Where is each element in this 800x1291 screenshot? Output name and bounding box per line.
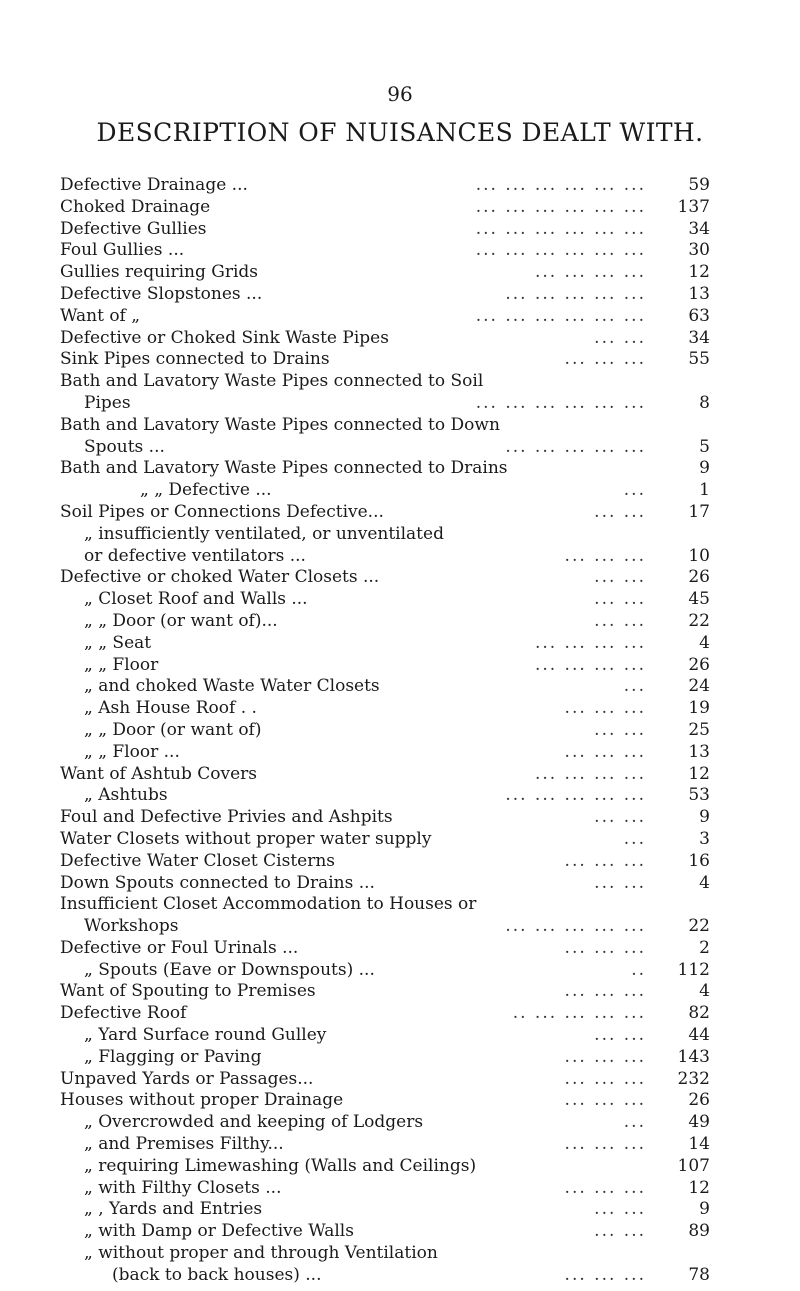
leader-dots: ... ... [594, 1221, 646, 1242]
list-item [60, 720, 710, 742]
item-count: 12 [688, 763, 710, 784]
list-item [60, 437, 710, 459]
item-label: Spouts ... [84, 436, 165, 457]
leader-dots: .. [631, 959, 646, 980]
item-label: Bath and Lavatory Waste Pipes connected to Soil [60, 371, 484, 392]
item-count: 14 [688, 1134, 710, 1155]
item-count: 19 [688, 698, 710, 719]
leader-dots: ... ... ... [564, 1264, 646, 1285]
item-count: 55 [688, 349, 710, 370]
item-label: Want of „ [60, 305, 141, 326]
item-count: 26 [688, 567, 710, 588]
leader-dots: ... ... [594, 610, 646, 631]
item-label: Defective Water Closet Cisterns [60, 850, 336, 871]
list-item [60, 611, 710, 633]
list-item [60, 1025, 710, 1047]
list-item [60, 1265, 710, 1287]
leader-dots: ... ... ... [564, 1090, 646, 1111]
list-item [60, 458, 710, 480]
item-count: 45 [688, 589, 710, 610]
leader-dots: ... ... ... ... ... ... [475, 240, 646, 261]
item-label: „ requiring Limewashing (Walls and Ceilings) [84, 1155, 477, 1176]
item-count: 1 [699, 480, 710, 501]
leader-dots: ... ... [594, 327, 646, 348]
list-item [60, 1178, 710, 1200]
item-count: 232 [677, 1068, 710, 1089]
leader-dots: ... ... [594, 1199, 646, 1220]
item-count: 82 [688, 1003, 710, 1024]
leader-dots: ... ... [594, 719, 646, 740]
nuisance-list [60, 175, 710, 1287]
list-item [60, 502, 710, 524]
item-count: 63 [688, 305, 710, 326]
list-item [60, 262, 710, 284]
item-count: 22 [688, 610, 710, 631]
item-count: 53 [688, 785, 710, 806]
list-item [60, 742, 710, 764]
item-label: „ „ Seat [84, 632, 152, 653]
item-count: 34 [688, 218, 710, 239]
item-label: „ with Damp or Defective Walls [84, 1221, 354, 1242]
list-item [60, 829, 710, 851]
list-item [60, 1156, 710, 1178]
item-label: „ Flagging or Paving [84, 1046, 262, 1067]
list-item [60, 480, 710, 502]
item-label: „ Overcrowded and keeping of Lodgers [84, 1112, 424, 1133]
list-item [60, 916, 710, 938]
item-label: Down Spouts connected to Drains ... [60, 872, 375, 893]
item-label: „ Yard Surface round Gulley [84, 1025, 327, 1046]
leader-dots: ... ... [594, 589, 646, 610]
leader-dots: ... ... ... ... ... [505, 436, 646, 457]
leader-dots: ... ... [594, 807, 646, 828]
item-count: 107 [677, 1155, 710, 1176]
leader-dots: ... [623, 1112, 646, 1133]
leader-dots: ... ... ... [564, 850, 646, 871]
leader-dots: ... ... ... [564, 1177, 646, 1198]
leader-dots: ... ... ... [564, 698, 646, 719]
item-label: „ and Premises Filthy... [84, 1134, 284, 1155]
leader-dots: ... ... ... ... ... ... [475, 305, 646, 326]
leader-dots: ... ... ... ... [534, 654, 646, 675]
item-count: 12 [688, 262, 710, 283]
list-item [60, 524, 710, 546]
list-item [60, 851, 710, 873]
item-label: Defective Drainage ... [60, 175, 248, 195]
item-count: 34 [688, 327, 710, 348]
item-count: 30 [688, 240, 710, 261]
leader-dots: ... ... ... ... [534, 763, 646, 784]
item-label: (back to back houses) ... [112, 1264, 322, 1285]
item-label: „ Spouts (Eave or Downspouts) ... [84, 959, 375, 980]
list-item [60, 1003, 710, 1025]
item-label: „ Ash House Roof . . [84, 698, 257, 719]
page-number: 96 [387, 82, 413, 106]
item-label: Want of Spouting to Premises [60, 981, 316, 1002]
item-label: „ Closet Roof and Walls ... [84, 589, 308, 610]
leader-dots: ... [623, 828, 646, 849]
leader-dots: ... ... [594, 872, 646, 893]
leader-dots: ... ... [594, 1025, 646, 1046]
list-item [60, 1243, 710, 1265]
leader-dots: ... ... ... [564, 937, 646, 958]
leader-dots: ... ... ... [564, 1068, 646, 1089]
item-count: 143 [677, 1046, 710, 1067]
item-label: „ „ Floor [84, 654, 159, 675]
item-label: Defective or Choked Sink Waste Pipes [60, 327, 389, 348]
item-count: 25 [688, 719, 710, 740]
list-item [60, 219, 710, 241]
item-count: 44 [688, 1025, 710, 1046]
list-item [60, 894, 710, 916]
item-label: Bath and Lavatory Waste Pipes connected to Drains [60, 458, 508, 479]
item-count: 13 [688, 741, 710, 762]
item-count: 59 [688, 175, 710, 195]
item-count: 4 [699, 632, 710, 653]
list-item [60, 807, 710, 829]
item-label: Soil Pipes or Connections Defective... [60, 501, 384, 522]
leader-dots: ... ... ... ... [534, 262, 646, 283]
item-count: 10 [688, 545, 710, 566]
item-label: Foul Gullies ... [60, 240, 185, 261]
leader-dots: ... [623, 480, 646, 501]
leader-dots: ... ... ... ... ... [505, 283, 646, 304]
item-label: Insufficient Closet Accommodation to Houses or [60, 894, 477, 915]
list-item [60, 1134, 710, 1156]
page-title: DESCRIPTION OF NUISANCES DEALT WITH. [96, 118, 704, 147]
item-count: 22 [688, 916, 710, 937]
leader-dots: ... ... ... ... ... ... [475, 175, 646, 195]
list-item [60, 1090, 710, 1112]
item-count: 9 [699, 1199, 710, 1220]
list-item [60, 240, 710, 262]
leader-dots: ... ... [594, 567, 646, 588]
list-item [60, 764, 710, 786]
item-label: „ „ Door (or want of) [84, 719, 262, 740]
item-label: or defective ventilators ... [84, 545, 306, 566]
list-item [60, 349, 710, 371]
item-label: Bath and Lavatory Waste Pipes connected to Down [60, 414, 500, 435]
list-item [60, 873, 710, 895]
item-label: Water Closets without proper water supply [60, 828, 432, 849]
leader-dots: ... ... ... ... ... ... [475, 392, 646, 413]
item-count: 5 [699, 436, 710, 457]
leader-dots: ... ... ... [564, 741, 646, 762]
leader-dots: ... ... ... [564, 981, 646, 1002]
list-item [60, 589, 710, 611]
leader-dots: ... ... ... [564, 349, 646, 370]
item-count: 24 [688, 676, 710, 697]
list-item [60, 1069, 710, 1091]
item-count: 9 [699, 807, 710, 828]
item-count: 26 [688, 654, 710, 675]
item-label: Defective or Foul Urinals ... [60, 937, 299, 958]
item-count: 13 [688, 283, 710, 304]
list-item [60, 785, 710, 807]
list-item [60, 698, 710, 720]
leader-dots: ... ... ... ... ... [505, 785, 646, 806]
leader-dots: ... ... ... [564, 1134, 646, 1155]
item-count: 49 [688, 1112, 710, 1133]
item-label: „ and choked Waste Water Closets [84, 676, 380, 697]
list-item [60, 415, 710, 437]
leader-dots: ... ... ... ... ... ... [475, 196, 646, 217]
item-count: 112 [677, 959, 710, 980]
list-item [60, 328, 710, 350]
item-label: „ Ashtubs [84, 785, 168, 806]
list-item [60, 175, 710, 197]
list-item [60, 981, 710, 1003]
list-item [60, 306, 710, 328]
item-label: Want of Ashtub Covers [60, 763, 258, 784]
item-count: 26 [688, 1090, 710, 1111]
item-count: 4 [699, 981, 710, 1002]
item-label: „ , Yards and Entries [84, 1199, 263, 1220]
list-item [60, 371, 710, 393]
item-label: Workshops [84, 916, 179, 937]
item-count: 8 [699, 392, 710, 413]
item-label: Gullies requiring Grids [60, 262, 259, 283]
item-label: „ insufficiently ventilated, or unventilated [84, 523, 444, 544]
item-count: 3 [699, 828, 710, 849]
item-label: „ „ Defective ... [140, 480, 272, 501]
list-item [60, 1221, 710, 1243]
item-label: Defective Slopstones ... [60, 283, 263, 304]
item-label: Defective or choked Water Closets ... [60, 567, 380, 588]
item-label: „ without proper and through Ventilation [84, 1243, 438, 1264]
leader-dots: ... ... ... ... ... ... [475, 218, 646, 239]
leader-dots: .. ... ... ... ... [512, 1003, 646, 1024]
list-item [60, 1199, 710, 1221]
item-count: 137 [677, 196, 710, 217]
item-count: 78 [688, 1264, 710, 1285]
leader-dots: ... ... ... [564, 545, 646, 566]
leader-dots: ... [623, 676, 646, 697]
item-label: Defective Gullies [60, 218, 207, 239]
item-count: 17 [688, 501, 710, 522]
item-label: Foul and Defective Privies and Ashpits [60, 807, 393, 828]
item-count: 16 [688, 850, 710, 871]
leader-dots: ... ... ... [564, 1046, 646, 1067]
list-item [60, 1112, 710, 1134]
list-item [60, 1047, 710, 1069]
item-count: 89 [688, 1221, 710, 1242]
list-item [60, 546, 710, 568]
item-label: Choked Drainage [60, 196, 211, 217]
item-label: Pipes [84, 392, 131, 413]
item-count: 4 [699, 872, 710, 893]
leader-dots: ... ... ... ... ... [505, 916, 646, 937]
leader-dots: ... ... ... ... [534, 632, 646, 653]
item-label: Unpaved Yards or Passages... [60, 1068, 314, 1089]
list-item [60, 284, 710, 306]
list-item [60, 960, 710, 982]
list-item [60, 393, 710, 415]
list-item [60, 197, 710, 219]
item-label: Houses without proper Drainage [60, 1090, 344, 1111]
item-count: 2 [699, 937, 710, 958]
list-item [60, 938, 710, 960]
list-item [60, 567, 710, 589]
item-label: „ with Filthy Closets ... [84, 1177, 282, 1198]
item-label: „ „ Floor ... [84, 741, 180, 762]
item-label: Sink Pipes connected to Drains [60, 349, 330, 370]
item-label: „ „ Door (or want of)... [84, 610, 278, 631]
item-count: 12 [688, 1177, 710, 1198]
item-count: 9 [699, 458, 710, 479]
list-item [60, 655, 710, 677]
leader-dots: ... ... [594, 501, 646, 522]
list-item [60, 676, 710, 698]
item-label: Defective Roof [60, 1003, 187, 1024]
list-item [60, 633, 710, 655]
